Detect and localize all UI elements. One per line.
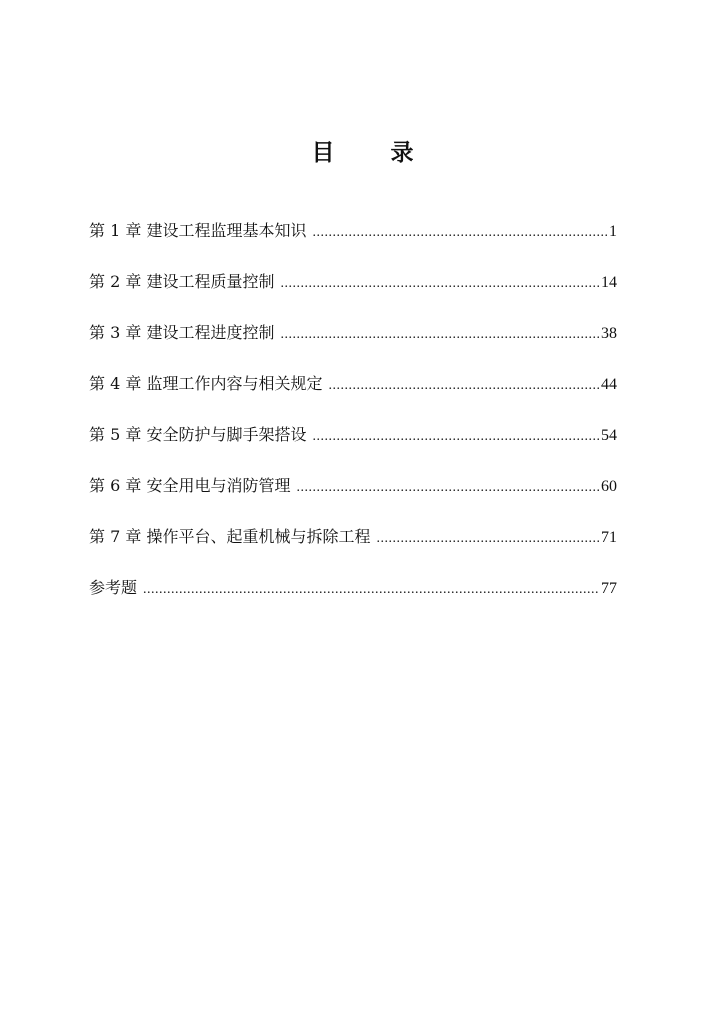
toc-entry-page: 44 <box>601 376 617 393</box>
dot-leader <box>280 270 599 298</box>
dot-leader <box>280 321 599 349</box>
toc-entry-title: 第 5 章 安全防护与脚手架搭设 <box>89 425 307 444</box>
toc-entry-title: 第 2 章 建设工程质量控制 <box>89 272 275 291</box>
dot-leader <box>296 474 599 502</box>
toc-entry[interactable] <box>89 319 617 370</box>
toc-entry[interactable] <box>89 268 617 319</box>
table-of-contents <box>89 217 617 625</box>
toc-entry-page: 54 <box>601 427 617 444</box>
toc-entry[interactable] <box>89 370 617 421</box>
toc-entry-title: 第 3 章 建设工程进度控制 <box>89 323 275 342</box>
toc-entry-title: 第 6 章 安全用电与消防管理 <box>89 476 291 495</box>
toc-entry-page: 77 <box>601 580 617 597</box>
toc-entry-page: 14 <box>601 274 617 291</box>
dot-leader <box>376 525 599 553</box>
dot-leader <box>143 576 599 604</box>
toc-entry-page: 71 <box>601 529 617 546</box>
toc-entry-title: 第 7 章 操作平台、起重机械与拆除工程 <box>89 527 371 546</box>
toc-entry-page: 38 <box>601 325 617 342</box>
toc-entry-title: 第 4 章 监理工作内容与相关规定 <box>89 374 323 393</box>
toc-entry-title: 第 1 章 建设工程监理基本知识 <box>89 221 307 240</box>
toc-entry[interactable] <box>89 574 617 625</box>
toc-entry[interactable] <box>89 523 617 574</box>
toc-entry[interactable] <box>89 472 617 523</box>
page-title: 目 录 <box>311 139 438 166</box>
dot-leader <box>312 423 599 451</box>
toc-entry[interactable] <box>89 217 617 268</box>
toc-entry-title: 参考题 <box>89 578 138 597</box>
toc-entry-page: 1 <box>609 223 617 240</box>
toc-entry[interactable] <box>89 421 617 472</box>
toc-entry-page: 60 <box>601 478 617 495</box>
dot-leader <box>312 219 607 247</box>
dot-leader <box>328 372 599 400</box>
